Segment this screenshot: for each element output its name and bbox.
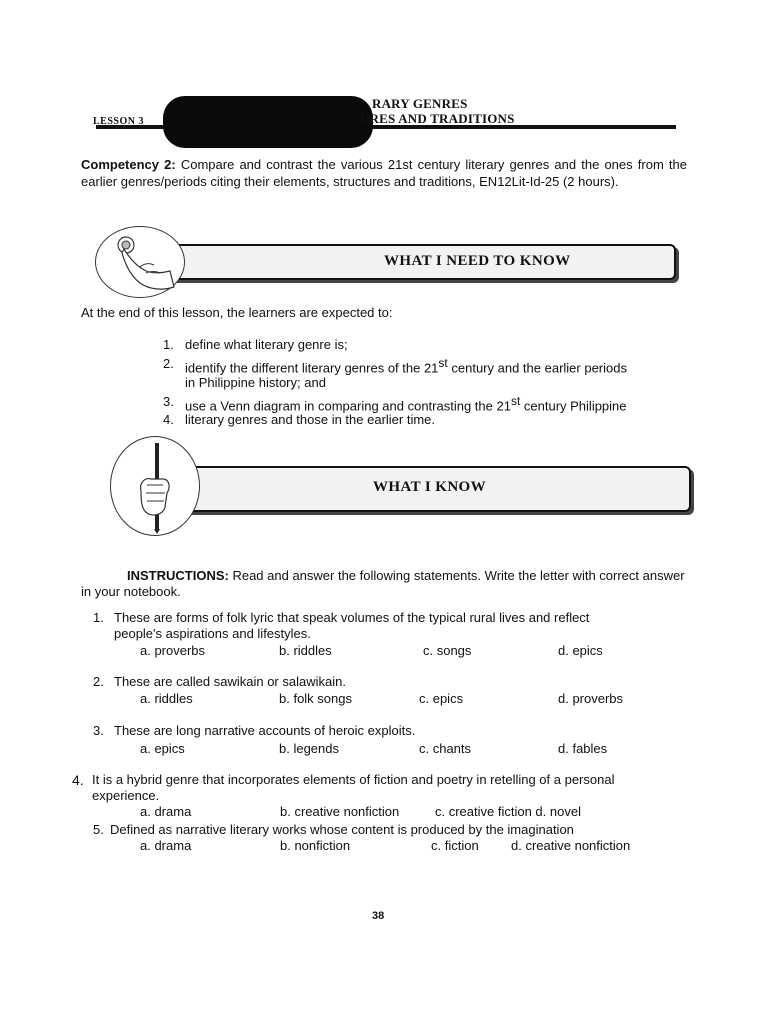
answer-option: a. drama xyxy=(140,804,192,819)
question-text: These are long narrative accounts of heroic exploits. xyxy=(114,723,416,738)
lesson-header-pill xyxy=(163,96,373,148)
answer-option: a. drama xyxy=(140,838,192,853)
competency-text: Compare and contrast the various 21st century literary genres and the ones from the earlier genres/periods citing their elements, structures and traditions, EN12Lit-Id-25 (2 hours). xyxy=(81,157,687,189)
answer-option: c. epics xyxy=(419,691,464,706)
answer-option: a. proverbs xyxy=(140,643,206,658)
question-text-continued: experience. xyxy=(92,788,160,803)
answer-option: b. riddles xyxy=(279,643,332,658)
answer-option: a. riddles xyxy=(140,691,193,706)
lesson-title-line-1: RARY GENRES xyxy=(372,96,468,111)
answer-option: c. chants xyxy=(419,741,472,756)
question-number: 1. xyxy=(93,610,104,625)
objective-text: in Philippine history; and xyxy=(185,375,326,390)
question-text: Defined as narrative literary works whose content is produced by the imagination xyxy=(110,822,574,837)
page-number: 38 xyxy=(372,910,385,922)
section-banner-what-i-know xyxy=(178,466,691,512)
objective-text: define what literary genre is; xyxy=(185,337,348,352)
hand-pointing-icon xyxy=(95,226,185,298)
instructions-label: INSTRUCTIONS: xyxy=(127,568,229,583)
answer-option: b. nonfiction xyxy=(280,838,351,853)
objectives-intro: At the end of this lesson, the learners are expected to: xyxy=(81,305,393,320)
competency-paragraph xyxy=(81,156,687,190)
instructions-text: Read and answer the following statements. Write the letter with correct answer in your notebook. xyxy=(81,568,685,599)
objective-number: 4. xyxy=(163,412,174,427)
question-number: 5. xyxy=(93,822,104,837)
section-title: WHAT I NEED TO KNOW xyxy=(384,253,571,269)
answer-option: d. fables xyxy=(558,741,608,756)
answer-option: c. songs xyxy=(423,643,472,658)
answer-option: c. creative fiction d. novel xyxy=(435,804,581,819)
answer-option: a. epics xyxy=(140,741,185,756)
answer-option: b. legends xyxy=(279,741,339,756)
question-number: 2. xyxy=(93,674,104,689)
quiz-instructions xyxy=(81,568,691,600)
objective-number: 1. xyxy=(163,337,174,352)
objective-number: 2. xyxy=(163,356,174,371)
objective-text: literary genres and those in the earlier time. xyxy=(185,412,436,427)
objective-text: use a Venn diagram in comparing and contrasting the 21st century Philippine xyxy=(185,394,627,414)
objective-text: identify the different literary genres of the 21st century and the earlier periods xyxy=(185,356,627,376)
competency-label: Competency 2: xyxy=(81,157,176,172)
question-text: It is a hybrid genre that incorporates elements of fiction and poetry in retelling of a personal xyxy=(92,772,615,787)
question-number: 3. xyxy=(93,723,104,738)
answer-option: c. fiction xyxy=(431,838,479,853)
objective-number: 3. xyxy=(163,394,174,409)
question-text-continued: people's aspirations and lifestyles. xyxy=(114,626,311,641)
answer-option: d. epics xyxy=(558,643,603,658)
answer-option: b. folk songs xyxy=(279,691,352,706)
question-text: These are forms of folk lyric that speak volumes of the typical rural lives and reflect xyxy=(114,610,590,625)
answer-option: d. proverbs xyxy=(558,691,624,706)
section-title: WHAT I KNOW xyxy=(373,479,487,495)
section-banner-what-i-need-to-know xyxy=(160,244,676,280)
question-text: These are called sawikain or salawikain. xyxy=(114,674,346,689)
question-number: 4. xyxy=(72,772,84,788)
hand-holding-pencil-icon xyxy=(110,436,200,536)
lesson-title-line-2: URES AND TRADITIONS xyxy=(360,111,515,126)
answer-option: b. creative nonfiction xyxy=(280,804,400,819)
answer-option: d. creative nonfiction xyxy=(511,838,631,853)
lesson-label: LESSON 3 xyxy=(93,116,144,127)
